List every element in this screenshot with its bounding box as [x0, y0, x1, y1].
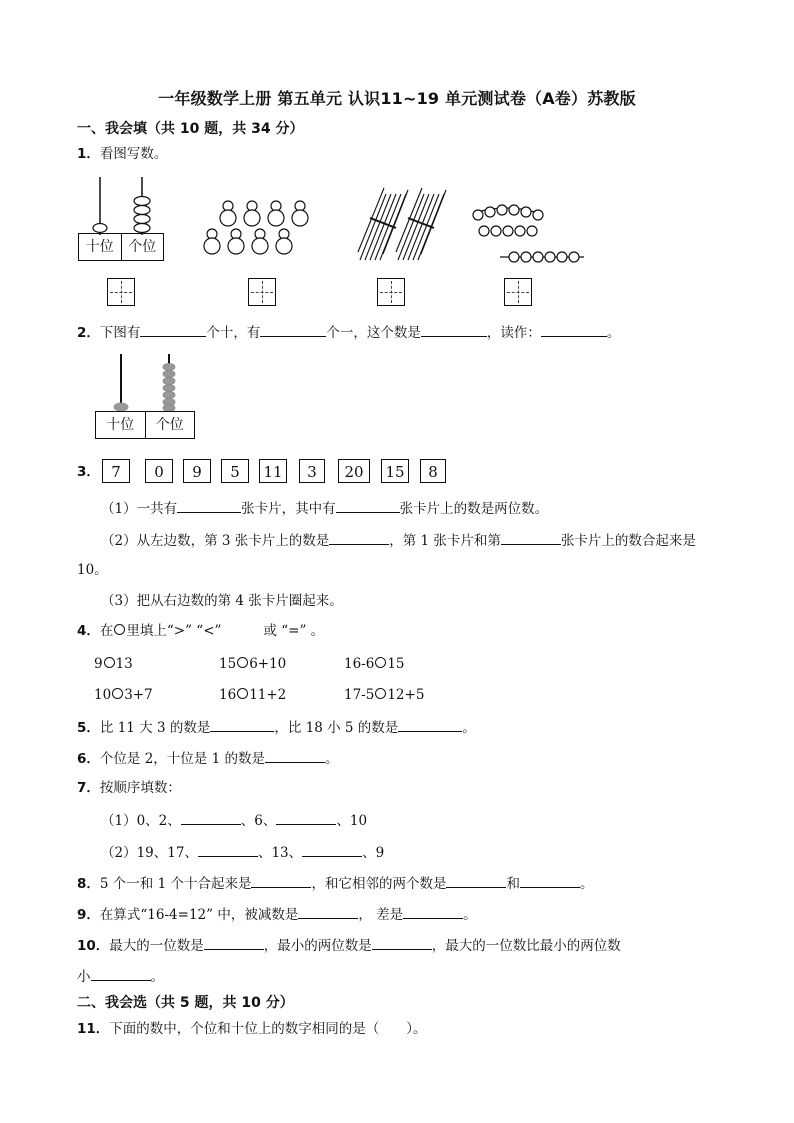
number-card[interactable]: 11 [259, 459, 287, 483]
question-text: 按顺序填数： [99, 780, 181, 796]
tens-label: 十位 [85, 239, 114, 255]
question-7-row-2 [101, 842, 384, 862]
answer-blank[interactable] [403, 904, 463, 919]
compare-left: 16-6 [344, 656, 375, 672]
answer-blank[interactable] [398, 717, 462, 732]
answer-blank[interactable] [446, 873, 506, 888]
compare-circle[interactable] [237, 657, 248, 668]
question-text: ，最大的一位数比最小的两位数 [431, 938, 621, 954]
section-heading-choose: 二、我会选（共 5 题，共 10 分） [77, 995, 294, 1011]
question-text: ，和它相邻的两个数是 [311, 876, 447, 892]
compare-left: 17-5 [344, 687, 375, 703]
question-text: 。 [150, 969, 164, 985]
number-card[interactable]: 3 [299, 459, 325, 483]
compare-item [94, 686, 153, 704]
answer-blank[interactable] [177, 498, 241, 513]
answer-blank[interactable] [298, 904, 358, 919]
compare-circle[interactable] [104, 657, 115, 668]
answer-blank[interactable] [276, 810, 336, 825]
question-text: （1）一共有 [101, 501, 178, 517]
question-number: 5． [77, 720, 100, 736]
question-text: 最大的一位数是 [109, 938, 204, 954]
question-text: 或 “=” 。 [263, 623, 325, 639]
answer-blank[interactable] [198, 842, 258, 857]
compare-item [219, 655, 286, 673]
compare-item [344, 686, 424, 704]
answer-blank[interactable] [501, 530, 561, 545]
question-3-number [77, 463, 100, 481]
tens-label: 十位 [106, 417, 135, 433]
question-number: 6． [77, 751, 100, 767]
compare-item [94, 655, 133, 673]
answer-blank[interactable] [140, 322, 206, 337]
question-text: 张卡片上的数合起来是 [560, 533, 696, 549]
place-value-chart-1 [78, 233, 164, 261]
answer-blank[interactable] [204, 935, 264, 950]
question-text: 。 [324, 751, 339, 767]
question-text: 。 [462, 720, 476, 736]
answer-blank[interactable] [265, 748, 325, 763]
question-number: 11． [77, 1021, 110, 1037]
question-number: 8． [77, 876, 100, 892]
question-text: 里填上“>” “<” [126, 623, 222, 639]
question-text: 张卡片，其中有 [241, 501, 336, 517]
compare-left: 15 [219, 656, 237, 672]
question-text: 比 11 大 3 的数是 [99, 720, 211, 736]
question-number: 2． [77, 325, 100, 341]
compare-circle[interactable] [375, 688, 386, 699]
question-text: 在算式“16-4=12” 中，被减数是 [99, 907, 299, 923]
answer-blank[interactable] [541, 322, 607, 337]
question-text: 下图有 [99, 325, 141, 341]
number-card[interactable]: 9 [183, 459, 211, 483]
question-text: ， 差是 [358, 907, 404, 923]
answer-blank[interactable] [210, 717, 274, 732]
question-11 [77, 1020, 427, 1038]
question-7-row-1 [101, 810, 367, 830]
question-text: 下面的数中，个位和十位上的数字相同的是（ ）。 [109, 1021, 427, 1037]
answer-blank[interactable] [251, 873, 311, 888]
question-text: 。 [579, 876, 594, 892]
question-text: 张卡片上的数是两位数。 [399, 501, 549, 517]
ones-label: 个位 [145, 412, 195, 438]
question-10 [77, 935, 621, 955]
question-text: ，比 18 小 5 的数是 [274, 720, 399, 736]
question-text: 在 [99, 623, 114, 639]
abacus-icon [96, 352, 196, 412]
question-10-cont [77, 966, 164, 986]
compare-circle [114, 624, 125, 635]
question-number: 4． [77, 623, 100, 639]
question-2 [77, 322, 620, 342]
answer-blank[interactable] [181, 810, 241, 825]
question-number: 1． [77, 146, 100, 162]
question-5 [77, 717, 476, 737]
question-number: 10． [77, 938, 110, 954]
question-text: ，最小的两位数是 [263, 938, 372, 954]
compare-right: 15 [387, 656, 405, 672]
answer-blank[interactable] [302, 842, 362, 857]
question-8 [77, 873, 593, 893]
compare-left: 10 [94, 687, 112, 703]
question-text: 、10 [336, 813, 368, 829]
answer-blank[interactable] [336, 498, 400, 513]
gourds-icon [200, 196, 320, 268]
stick-bundles-icon [350, 192, 450, 264]
question-text: （2）从左边数，第 3 张卡片上的数是 [101, 533, 330, 549]
question-text: 和 [506, 876, 520, 892]
question-text: 5 个一和 1 个十合起来是 [99, 876, 252, 892]
question-number: 9． [77, 907, 100, 923]
question-text: （1）0、2、 [101, 813, 181, 829]
compare-right: 11+2 [249, 687, 287, 703]
question-text: 、9 [362, 845, 385, 861]
question-text: ，读作： [486, 325, 541, 341]
answer-blank[interactable] [260, 322, 326, 337]
question-text: 个十，有 [206, 325, 261, 341]
question-3-part-3 [101, 592, 343, 610]
page-title: 一年级数学上册 第五单元 认识11~19 单元测试卷（A卷）苏教版 [158, 89, 636, 108]
compare-right: 12+5 [387, 687, 425, 703]
compare-item [219, 686, 286, 704]
question-number: 3． [77, 464, 100, 480]
answer-grid-box[interactable] [504, 278, 532, 306]
question-3-part-2-cont [77, 561, 108, 579]
compare-right: 3+7 [124, 687, 153, 703]
answer-blank[interactable] [372, 935, 432, 950]
question-6 [77, 748, 338, 768]
place-value-chart-2 [95, 411, 195, 439]
number-card[interactable]: 0 [145, 459, 173, 483]
number-card[interactable]: 20 [338, 459, 370, 483]
compare-left: 16 [219, 687, 237, 703]
question-3-part-2 [101, 530, 696, 550]
section-heading-fill: 一、我会填（共 10 题，共 34 分） [77, 121, 304, 137]
compare-circle[interactable] [375, 657, 386, 668]
question-text: ，第 1 张卡片和第 [389, 533, 501, 549]
question-text: 、13、 [257, 845, 303, 861]
number-card[interactable]: 5 [221, 459, 249, 483]
question-number: 7． [77, 780, 100, 796]
question-text: （3）把从右边数的第 4 张卡片圈起来。 [101, 593, 343, 609]
answer-grid-box[interactable] [248, 278, 276, 306]
question-7 [77, 779, 181, 797]
answer-grid-box[interactable] [377, 278, 405, 306]
number-card[interactable]: 7 [102, 459, 130, 483]
bead-strings-icon [470, 205, 590, 265]
answer-blank[interactable] [520, 873, 580, 888]
question-4 [77, 622, 324, 640]
answer-blank[interactable] [329, 530, 389, 545]
question-text: 个一，这个数是 [326, 325, 421, 341]
question-text: 、6、 [240, 813, 277, 829]
question-text: （2）19、17、 [101, 845, 198, 861]
compare-left: 9 [94, 656, 103, 672]
answer-blank[interactable] [421, 322, 487, 337]
question-text: 小 [77, 969, 91, 985]
compare-circle[interactable] [112, 688, 123, 699]
compare-right: 6+10 [249, 656, 287, 672]
answer-blank[interactable] [91, 966, 151, 981]
question-text: 10。 [77, 562, 108, 578]
question-text: 个位是 2，十位是 1 的数是 [99, 751, 265, 767]
compare-circle[interactable] [237, 688, 248, 699]
question-text: 看图写数。 [99, 146, 168, 162]
number-card[interactable]: 15 [381, 459, 409, 483]
ones-label: 个位 [121, 234, 164, 260]
question-1 [77, 145, 167, 163]
compare-item [344, 655, 405, 673]
number-card[interactable]: 8 [420, 459, 446, 483]
compare-right: 13 [115, 656, 133, 672]
question-9 [77, 904, 477, 924]
question-text: 。 [463, 907, 477, 923]
question-3-part-1 [101, 498, 548, 518]
answer-grid-box[interactable] [107, 278, 135, 306]
question-text: 。 [606, 325, 621, 341]
